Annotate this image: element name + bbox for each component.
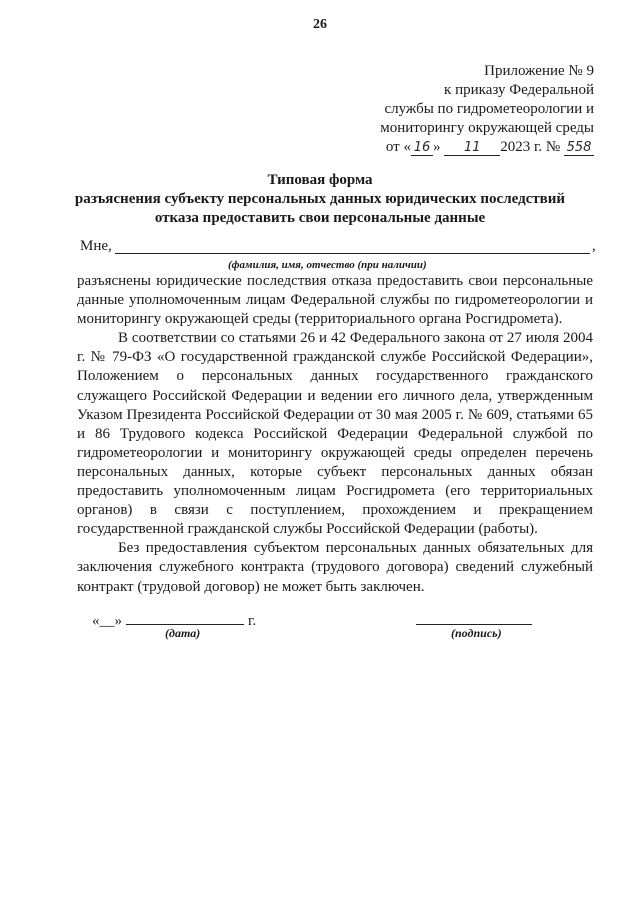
paragraph-contract: Без предоставления субъектом персональных данных обязательных для заключения служебного контракта (трудового договора) сведений служебный контракт (трудовой договор) не может быть заключен.: [77, 540, 593, 595]
date-blank-line[interactable]: [126, 610, 244, 625]
order-date-prefix: от «: [385, 139, 411, 155]
appendix-line-3: службы по гидрометеорологии и: [384, 101, 594, 117]
appendix-header: [380, 62, 594, 157]
paragraph-consequences: разъяснены юридические последствия отказа предоставить свои персональные данные уполномоченным лицам Федеральной службы по гидрометеорологии и мониторингу окружающей среды (территориального органа Росгидромета).: [77, 273, 593, 328]
form-title: [60, 171, 580, 228]
order-quote-close: »: [432, 139, 441, 155]
paragraph-legal-basis: В соответствии со статьями 26 и 42 Федерального закона от 27 июля 2004 г. № 79-ФЗ «О государственной гражданской службе Российской Федерации», Положением о персональных данных государственного гражданского служащего Российской Федерации и ведении его личного дела, утвержденным Указом Президента Российской Федерации от 30 мая 2005 г. № 609, статьями 65 и 86 Трудового кодекса Российской Федерации Федеральной службой по гидрометеорологии и мониторингу окружающей среды определен перечень персональных данных, которые субъект персональных данных обязан предоставить уполномоченным лицам Росгидромета (его территориальных органов) в связи с поступлением, прохождением и прекращением государственной гражданской службы Российской Федерации (работы).: [77, 330, 593, 538]
full-name-blank-line[interactable]: [115, 253, 590, 254]
page-number: 26: [313, 17, 327, 32]
order-month-handwritten: 11: [444, 140, 500, 156]
date-caption: (дата): [165, 626, 201, 640]
title-line-2: разъяснения субъекту персональных данных юридических последствий: [74, 191, 566, 207]
full-name-caption: (фамилия, имя, отчество (при наличии): [228, 259, 427, 271]
order-number-handwritten: 558: [564, 140, 594, 156]
title-line-3: отказа предоставить свои персональные данные: [154, 210, 486, 226]
title-line-1: Типовая форма: [267, 172, 373, 188]
date-year-suffix: г.: [248, 613, 257, 629]
name-field-row: [80, 238, 600, 255]
signature-caption: (подпись): [451, 626, 502, 640]
appendix-order-line: [380, 138, 594, 157]
body-text: [77, 272, 593, 597]
order-day-handwritten: 16: [411, 140, 433, 156]
name-comma: ,: [592, 238, 596, 254]
appendix-line-4: мониторингу окружающей среды: [380, 120, 594, 136]
mne-label: Мне,: [80, 238, 112, 254]
order-year-suffix: 2023 г. №: [500, 139, 561, 155]
date-day-quote: «__»: [92, 613, 122, 629]
appendix-line-1: Приложение № 9: [484, 63, 594, 79]
signature-blank-line[interactable]: [416, 624, 532, 625]
appendix-line-2: к приказу Федеральной: [444, 82, 594, 98]
